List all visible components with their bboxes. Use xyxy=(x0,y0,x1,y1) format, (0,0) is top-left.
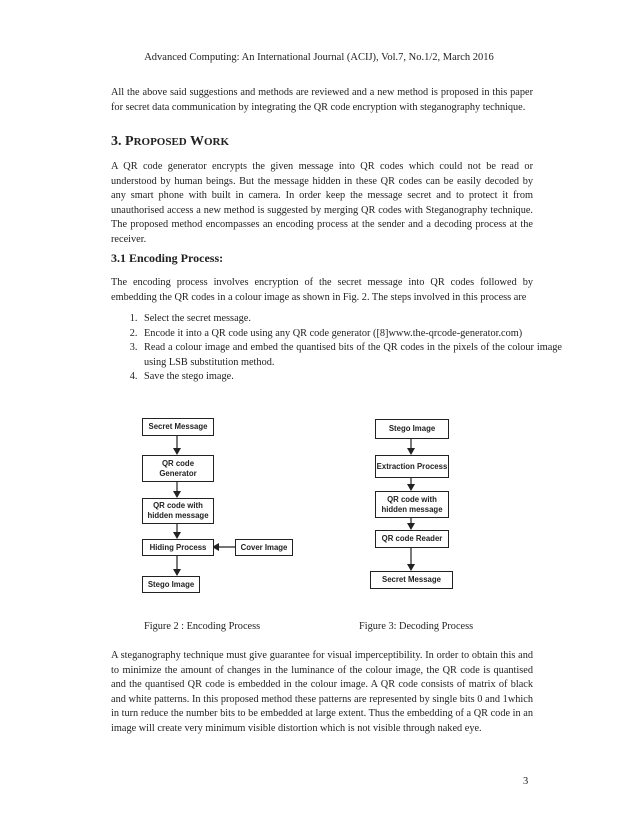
enc-hiding-process-box: Hiding Process xyxy=(142,539,214,556)
enc-cover-image-box: Cover Image xyxy=(235,539,293,556)
intro-paragraph: All the above said suggestions and methods are reviewed and a new method is proposed in this paper for secret data communication by integrating the QR code encryption with steganography technique. xyxy=(111,87,533,113)
section-title-ork: ORK xyxy=(204,136,230,148)
subsection-heading: 3.1 Encoding Process: xyxy=(111,251,224,265)
dec-stego-image-box: Stego Image xyxy=(375,419,449,439)
subsection-paragraph: The encoding process involves encryption of the secret message into QR codes followed by embedding the QR codes in a colour image as shown in Fig. 2. The steps involved in this process are xyxy=(111,277,533,303)
dec-qr-hidden-box: QR code with hidden message xyxy=(375,491,449,518)
figure-2-caption: Figure 2 : Encoding Process xyxy=(144,621,261,632)
dec-extraction-box: Extraction Process xyxy=(375,455,449,478)
enc-secret-message-box: Secret Message xyxy=(142,418,214,436)
running-header: Advanced Computing: An International Journal (ACIJ), Vol.7, No.1/2, March 2016 xyxy=(144,52,494,63)
section-title-p: P xyxy=(125,134,134,149)
enc-qr-generator-box: QR code Generator xyxy=(142,455,214,482)
list-item: 4. Save the stego image. xyxy=(140,370,562,385)
section-title-roposed: ROPOSED xyxy=(133,136,187,148)
page-number: 3 xyxy=(523,776,529,787)
section-number: 3. xyxy=(111,134,122,149)
section-paragraph: A QR code generator encrypts the given message into QR codes which could not be read or understood by human beings. But the message hidden in these QR codes can be easily decoded by any smart phone with built in camera. In order keep the message secret and to protect it from unauthorised access a new method is suggested by merging QR codes with Steganography technique. The proposed method encompasses an encoding process at the sender and a decoding process at the receiver. xyxy=(111,161,533,245)
enc-stego-image-box: Stego Image xyxy=(142,576,200,593)
list-item: 1. Select the secret message. xyxy=(140,312,562,327)
dec-qr-reader-box: QR code Reader xyxy=(375,530,449,548)
list-item: 2. Encode it into a QR code using any QR code generator ([8]www.the-qrcode-generator.com) xyxy=(140,327,562,342)
list-item: 3. Read a colour image and embed the quantised bits of the QR codes in the pixels of the colour image using LSB substitution method. xyxy=(140,341,562,370)
closing-paragraph: A steganography technique must give guarantee for visual imperceptibility. In order to obtain this and to minimize the amount of changes in the luminance of the colour image, the QR code is quantised and the quantised QR code is embedded in the colour image. A QR code consists of matrix of black and white patterns. In this proposed method these patterns are represented by single bits 0 and 1which in turn reduce the number bits to be embedded at large extent. Thus the embedding of a QR code in an image will create very minimum visible distortion which is not visible through naked eye. xyxy=(111,650,533,734)
section-title-w: W xyxy=(190,134,204,149)
dec-secret-message-box: Secret Message xyxy=(370,571,453,589)
enc-qr-hidden-box: QR code with hidden message xyxy=(142,498,214,524)
figure-3-caption: Figure 3: Decoding Process xyxy=(359,621,474,632)
